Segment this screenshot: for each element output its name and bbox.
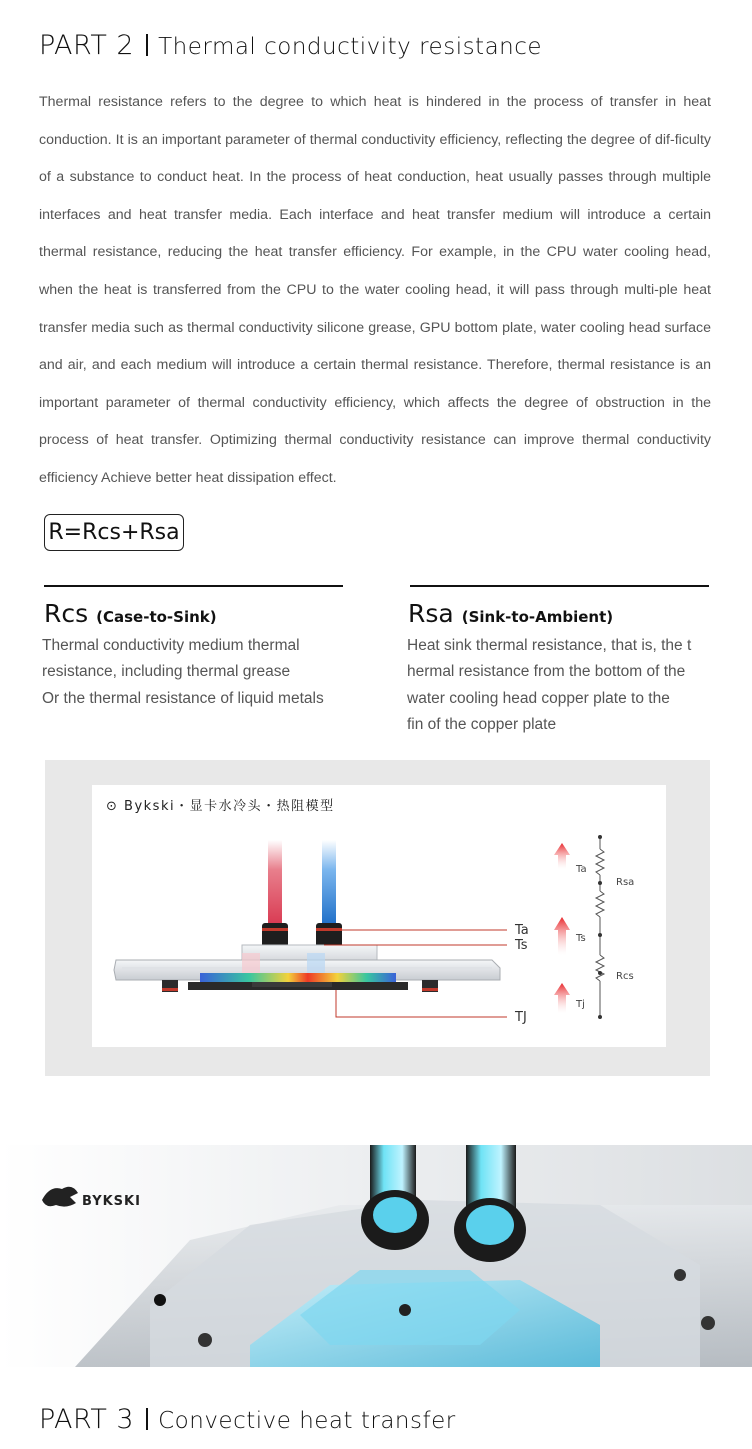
rcs-label: (Case-to-Sink): [96, 608, 217, 626]
callout-tj: TJ: [515, 1010, 527, 1025]
part2-part-word: PART: [39, 30, 108, 61]
rsa-description: [407, 633, 717, 739]
rcs-description: [42, 633, 352, 712]
rcs-heading: [44, 599, 217, 628]
brand-wordmark: BYKSKI: [82, 1194, 141, 1209]
rcs-line: Or the thermal resistance of liquid metals: [42, 689, 324, 707]
heat-map: [200, 973, 396, 983]
diagram-illustration: [92, 785, 666, 1047]
heat-arrow-middle: [554, 917, 570, 955]
product-photo: [0, 1145, 752, 1367]
rsa-line: fin of the copper plate: [407, 716, 557, 734]
intro-paragraph: Thermal resistance refers to the degree to which heat is hindered in the process of transfer in heat conduction. It is an important parameter of thermal conductivity efficiency, reflecting the degree of dif-ficulty of a substance to conduct heat. In the process of heat conduction, heat usually passes through multiple interfaces and heat transfer media. Each interface and heat transfer medium will introduce a certain thermal resistance, reducing the heat transfer efficiency. For example, in the CPU water cooling head, when the heat is transferred from the CPU to the water cooling head, it will pass through multi-ple heat transfer media such as thermal conductivity silicone grease, GPU bottom plate, water cooling head surface and air, and each medium will introduce a certain thermal resistance. Therefore, thermal resistance is an important parameter of thermal conductivity efficiency, which affects the degree of obstruction in the process of heat transfer. Optimizing thermal conductivity resistance can improve thermal conductivity efficiency Achieve better heat dissipation effect.: [39, 94, 711, 486]
part3-part-word: PART: [39, 1404, 108, 1435]
part3-title: Convective heat transfer: [158, 1408, 456, 1434]
rcs-line: Thermal conductivity medium thermal: [42, 637, 300, 654]
callout-ts: Ts: [515, 938, 528, 953]
heat-arrow-top: [554, 843, 570, 869]
part2-number: 2: [116, 30, 135, 61]
rcs-line: resistance, including thermal grease: [42, 663, 291, 681]
rcs-symbol: Rcs: [44, 599, 89, 628]
part2-heading: [39, 30, 542, 61]
rcs-rule: [44, 585, 343, 587]
chain-ta: Ta: [576, 864, 587, 875]
diagram-caption: ⊙ Bykski・显卡水冷头・热阻模型: [106, 799, 335, 814]
rsa-rule: [410, 585, 709, 587]
rsa-line: water cooling head copper plate to the: [407, 689, 670, 707]
resistor-chain: [596, 837, 604, 1017]
chain-rcs: Rcs: [616, 971, 634, 982]
formula-box: R=Rcs+Rsa: [44, 514, 184, 551]
rsa-heading: [408, 599, 613, 628]
heading-separator: [146, 34, 148, 56]
rsa-line: Heat sink thermal resistance, that is, the t: [407, 637, 692, 654]
thermal-model-diagram: [92, 785, 666, 1047]
part3-heading: [39, 1404, 456, 1435]
fitting-left: [262, 923, 288, 947]
chain-ts: Ts: [576, 933, 586, 944]
heat-arrow-bottom: [554, 983, 570, 1013]
part3-number: 3: [116, 1404, 135, 1435]
rsa-symbol: Rsa: [408, 599, 454, 628]
cold-tube: [322, 840, 336, 925]
fitting-right: [316, 923, 342, 947]
hot-tube: [268, 840, 282, 925]
chain-rsa: Rsa: [616, 877, 635, 888]
heading-separator: [146, 1408, 148, 1430]
rsa-line: hermal resistance from the bottom of the: [407, 663, 686, 681]
rsa-label: (Sink-to-Ambient): [461, 608, 614, 626]
callout-ta: Ta: [515, 923, 529, 938]
chain-tj: Tj: [576, 999, 585, 1010]
part2-title: Thermal conductivity resistance: [158, 34, 543, 60]
